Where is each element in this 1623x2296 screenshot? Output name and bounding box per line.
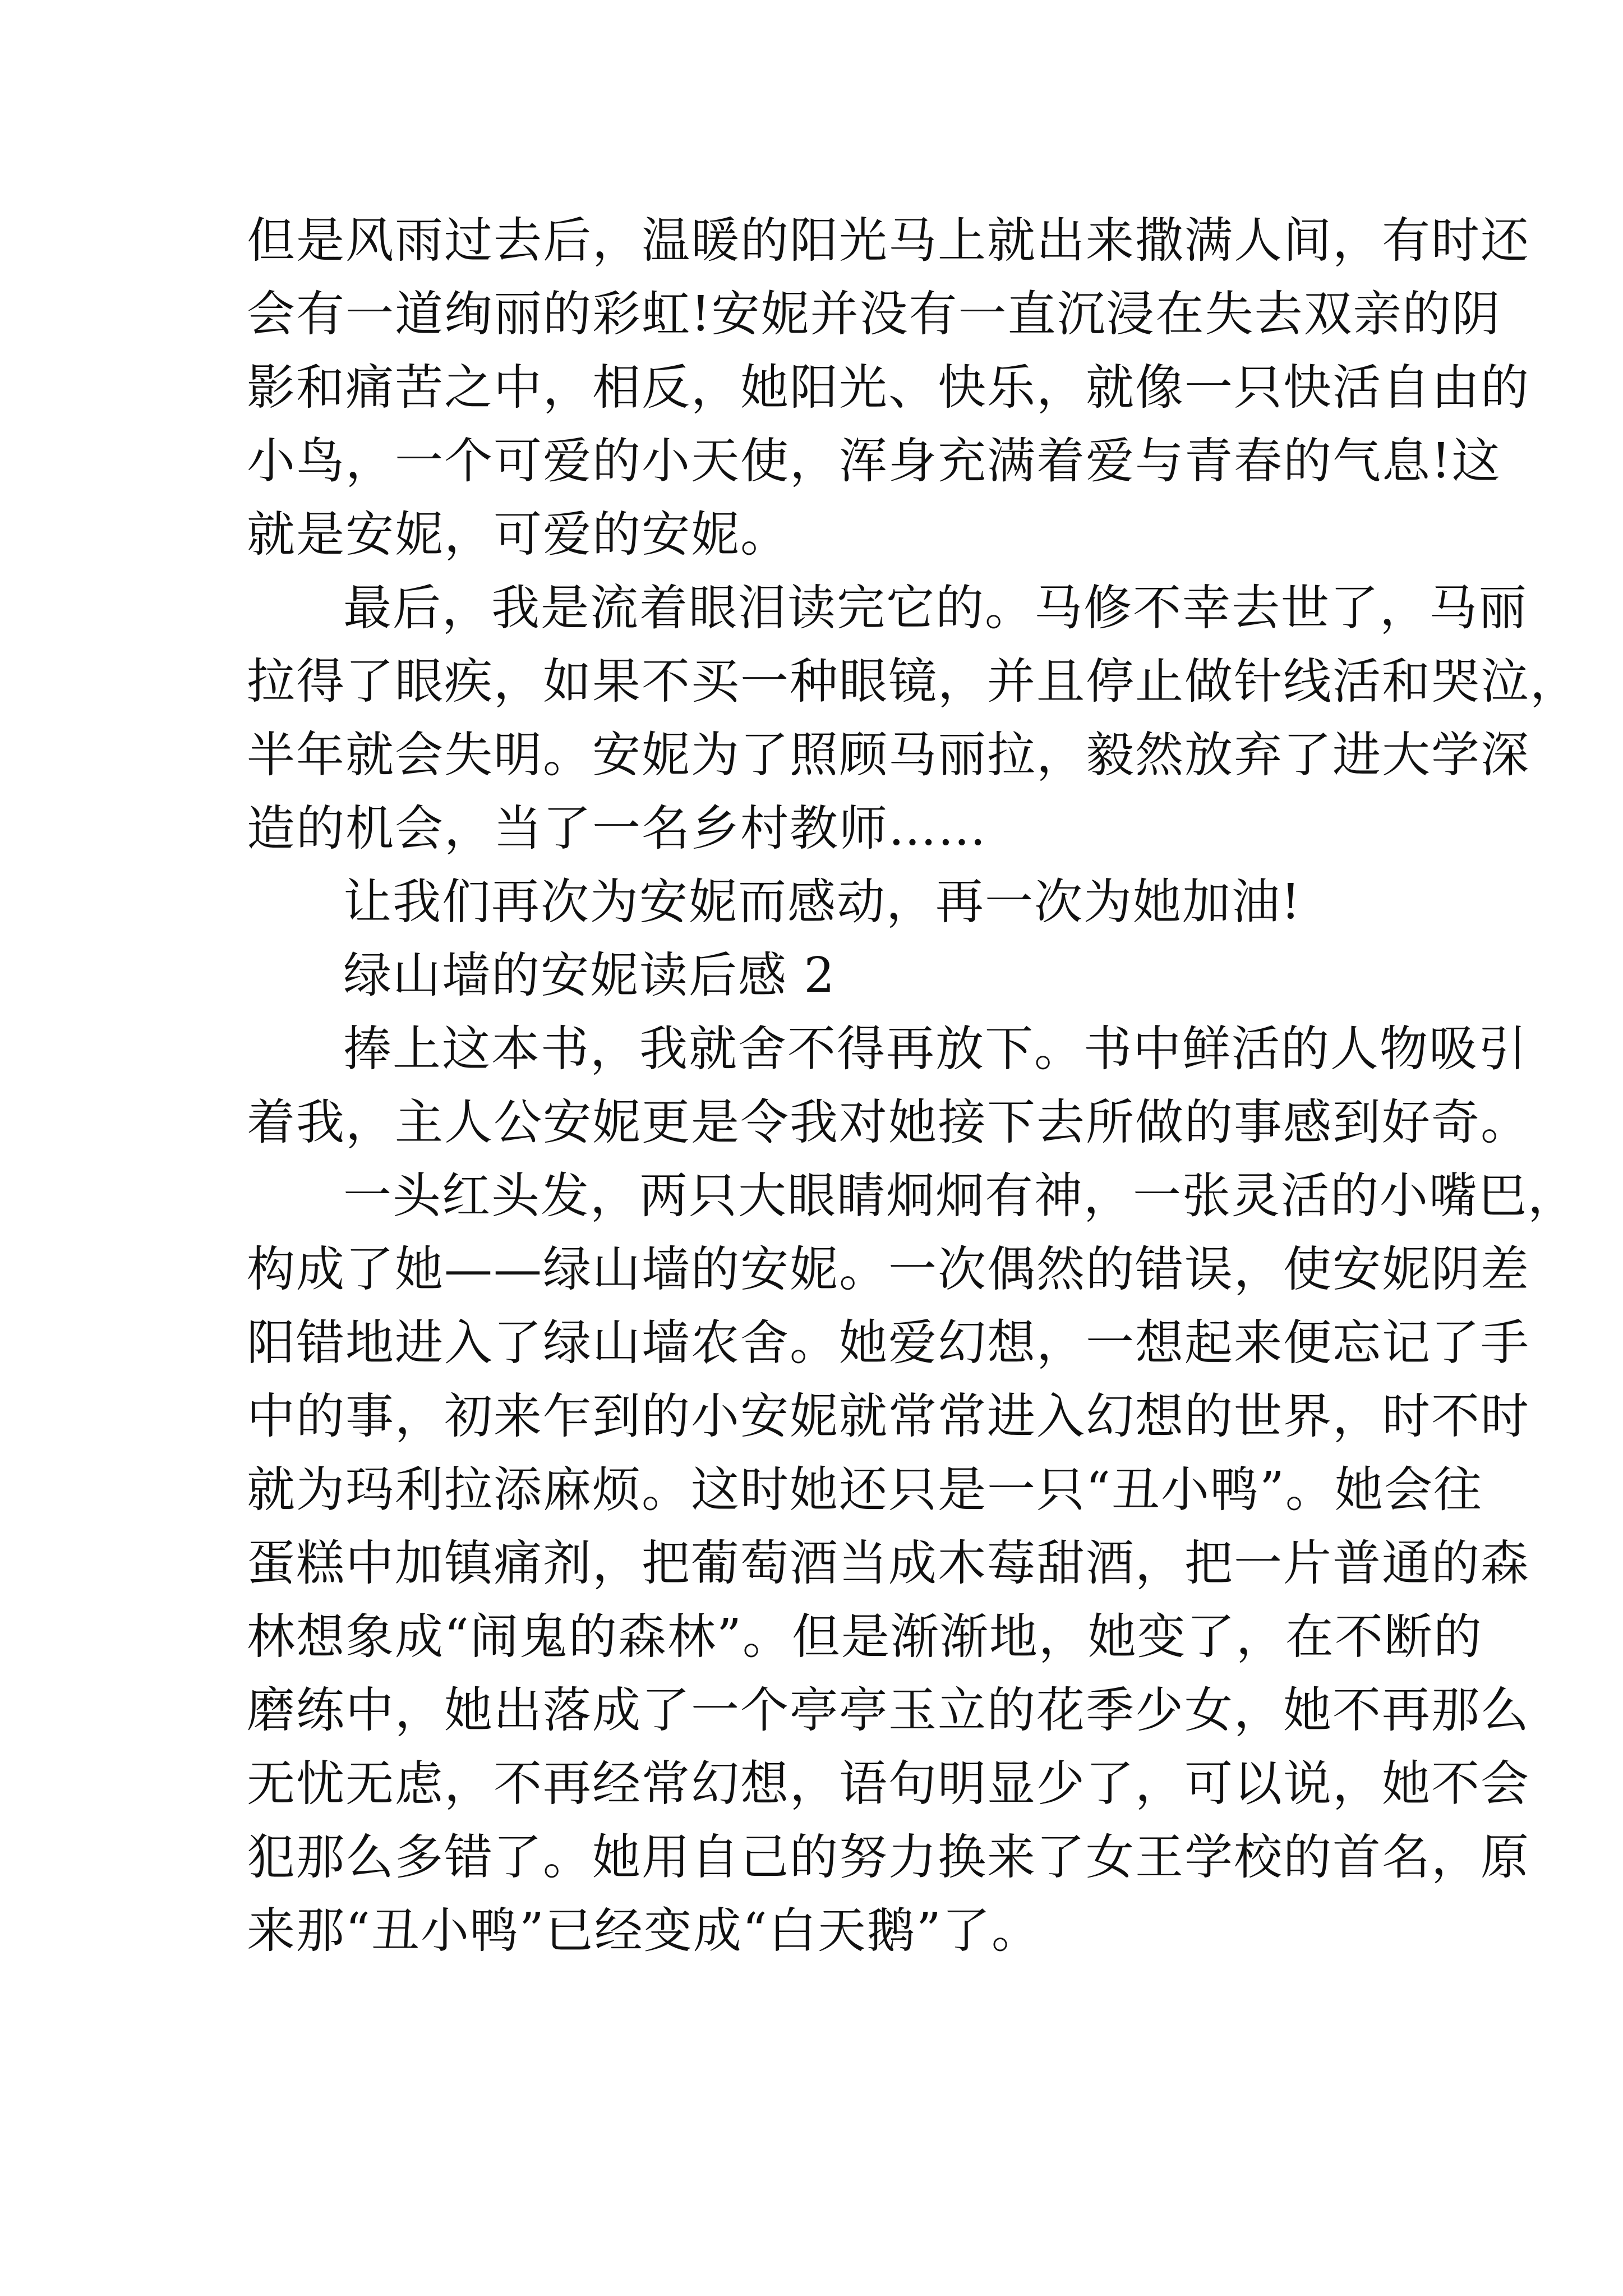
text-line: 蛋糕中加镇痛剂，把葡萄酒当成木莓甜酒，把一片普通的森: [247, 1535, 1530, 1591]
text-line: 最后，我是流着眼泪读完它的。马修不幸去世了，马丽: [343, 580, 1528, 636]
text-line: 就为玛利拉添麻烦。这时她还只是一只“丑小鸭”。她会往: [247, 1462, 1483, 1518]
text-line: 造的机会，当了一名乡村教师……: [247, 800, 987, 857]
text-line: 构成了她——绿山墙的安妮。一次偶然的错误，使安妮阴差: [247, 1241, 1530, 1297]
text-line: 小鸟，一个可爱的小天使，浑身充满着爱与青春的气息!这: [247, 433, 1501, 489]
text-line: 中的事，初来乍到的小安妮就常常进入幻想的世界，时不时: [247, 1388, 1530, 1444]
text-line: 无忧无虑，不再经常幻想，语句明显少了，可以说，她不会: [247, 1756, 1530, 1812]
text-line: 但是风雨过去后，温暖的阳光马上就出来撒满人间，有时还: [247, 213, 1530, 269]
text-line: 来那“丑小鸭”已经变成“白天鹅”了。: [247, 1903, 1041, 1959]
text-line: 让我们再次为安妮而感动，再一次为她加油!: [343, 874, 1302, 930]
text-line: 着我，主人公安妮更是令我对她接下去所做的事感到好奇。: [247, 1094, 1530, 1151]
text-line: 会有一道绚丽的彩虹!安妮并没有一直沉浸在失去双亲的阴: [247, 286, 1501, 342]
text-line: 拉得了眼疾，如果不买一种眼镜，并且停止做针线活和哭泣，: [247, 654, 1579, 710]
text-line: 一头红头发，两只大眼睛炯炯有神，一张灵活的小嘴巴，: [343, 1168, 1577, 1224]
text-line: 林想象成“闹鬼的森林”。但是渐渐地，她变了，在不断的: [247, 1609, 1483, 1665]
text-line: 半年就会失明。安妮为了照顾马丽拉，毅然放弃了进大学深: [247, 727, 1530, 783]
document-body: [247, 204, 1579, 1968]
text-line: 磨练中，她出落成了一个亭亭玉立的花季少女，她不再那么: [247, 1682, 1530, 1738]
text-line: 影和痛苦之中，相反，她阳光、快乐，就像一只快活自由的: [247, 360, 1530, 416]
section-heading: 绿山墙的安妮读后感 2: [343, 947, 836, 1004]
text-line: 就是安妮，可爱的安妮。: [247, 507, 790, 563]
text-line: 捧上这本书，我就舍不得再放下。书中鲜活的人物吸引: [343, 1021, 1528, 1077]
text-line: 犯那么多错了。她用自己的努力换来了女王学校的首名，原: [247, 1829, 1530, 1885]
text-line: 阳错地进入了绿山墙农舍。她爱幻想，一想起来便忘记了手: [247, 1315, 1530, 1371]
